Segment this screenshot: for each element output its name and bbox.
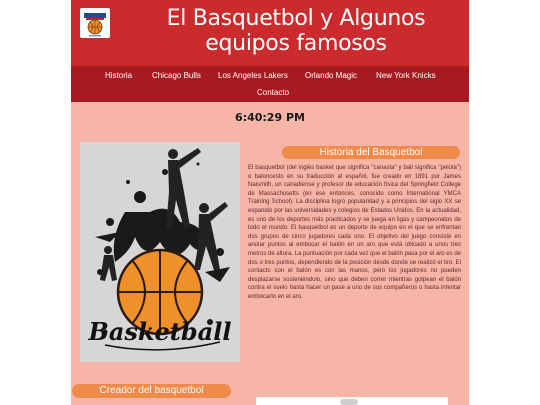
- creator-photo: [256, 397, 448, 405]
- nav-link-los-angeles-lakers[interactable]: Los Angeles Lakers: [218, 71, 288, 80]
- site-title: [131, 6, 461, 56]
- nav-link-new-york-knicks[interactable]: New York Knicks: [376, 71, 436, 80]
- clock-time: 6:40:29 PM: [235, 111, 305, 124]
- site-title-line-1: El Basquetbol y Algunos: [166, 6, 426, 31]
- hero-lettering: Basketball: [88, 317, 232, 346]
- basketball-logo-icon[interactable]: [80, 8, 110, 38]
- nav-link-chicago-bulls[interactable]: Chicago Bulls: [152, 71, 201, 80]
- history-body-text: El basquetbol (del inglés basket que significa "canasta" y ball significa "pelota") o baloncesto en su traducción al español, fue creado en 1891 por James Naismith, un canadiense y profesor de educación física del Springfield College de Massachusetts (en ese entonces, conocido como International YMCA Training School). La disciplina logró popularidad y a principios del siglo XX se expandió por las universidades y colegios de Estados Unidos. En la actualidad, es uno de los deportes más practicados y se juega en ligas y campeonatos de todo el mundo. El basquetbol es un deporte de equipo en el que se enfrentan dos grupos de cinco jugadores cada uno. El objetivo del juego consiste en anotar puntos al embocar el balón en un aro que está ubicado a unos tres metros de altura. La puntuación por cada vez que el balón pasa por el aro es de dos o tres puntos, dependiendo de la posición desde donde se realizó el tiro. El contacto con el balón es con las manos, pero los jugadores no pueden desplazarse sosteniéndolo, sino que deben correr mientras golpean el balón contra el suelo hasta hacer un pase a uno de sus compañeros o hasta intentar embocarlo en el aro.: [248, 165, 461, 300]
- history-section-title: Historia del Basquetbol: [282, 146, 460, 159]
- nav-link-historia[interactable]: Historia: [105, 71, 133, 80]
- site-title-line-2: equipos famosos: [205, 31, 387, 56]
- creator-section-title: Creador del basquetbol: [72, 384, 231, 398]
- nav-link-contacto[interactable]: Contacto: [257, 88, 290, 97]
- basketball-illustration: [80, 142, 240, 362]
- photo-placeholder: [340, 399, 358, 405]
- page-container: [71, 0, 469, 405]
- main-nav: [71, 66, 469, 102]
- nav-link-orlando-magic[interactable]: Orlando Magic: [305, 71, 358, 80]
- site-header: [71, 0, 469, 66]
